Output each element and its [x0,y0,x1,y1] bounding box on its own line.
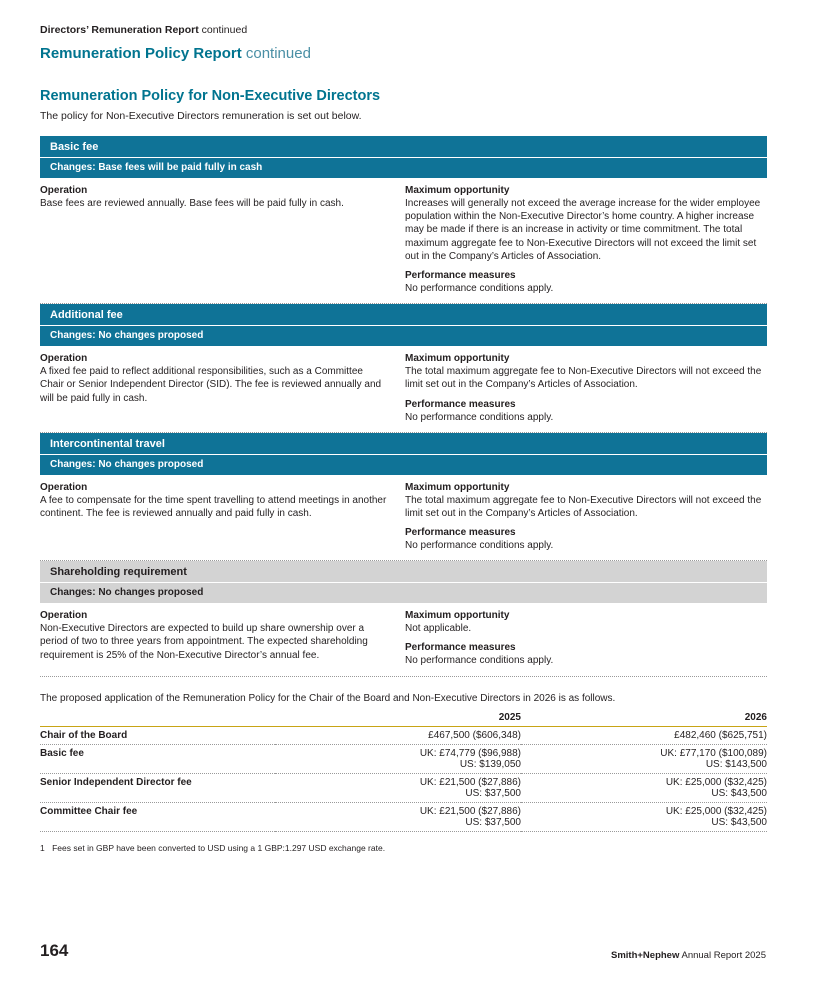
footnote-number: 1 [40,842,45,853]
fees-table [40,712,767,832]
policy-row-maximum [405,353,767,424]
header-line-2 [40,45,766,62]
fees-row-2025-main: UK: £21,500 ($27,886) [419,805,521,817]
policy-row-changes: Changes: No changes proposed [40,582,767,603]
table-row [40,773,767,802]
policy-row-changes: Changes: No changes proposed [40,325,767,346]
fees-header-blank [40,712,275,727]
policy-row-maximum [405,185,767,295]
policy-row-intercontinental-travel [40,433,767,562]
maximum-text: Not applicable. [405,623,472,635]
fees-row-2026 [521,773,767,802]
performance-text: No performance conditions apply. [405,282,554,294]
policy-row-title: Basic fee [40,136,767,157]
fees-row-2026 [521,726,767,744]
fees-row-2025-sub: US: $37,500 [465,816,521,828]
fees-row-2025 [275,744,521,773]
policy-row-operation [40,610,405,667]
section-title: Remuneration Policy for Non-Executive Directors [40,88,381,104]
fees-row-2026-sub: US: $143,500 [705,758,767,770]
table-row [40,726,767,744]
policy-row-operation [40,185,405,295]
operation-label: Operation [40,185,88,196]
header-line-2-title: Remuneration Policy Report [40,45,242,62]
operation-text: A fixed fee paid to reflect additional responsibilities, such as a Committee Chair or Senior Independent Director (SID). The fee is reviewed annually and will be paid fully in cash. [40,366,382,404]
header-line-1 [40,24,766,36]
section-intro: The policy for Non-Executive Directors remuneration is set out below. [40,110,362,122]
policy-row-changes: Changes: No changes proposed [40,454,767,475]
fees-header-2026: 2026 [521,712,767,727]
fees-row-label: Senior Independent Director fee [40,773,275,802]
fees-row-label: Chair of the Board [40,726,275,744]
table-row [40,802,767,831]
operation-text: Non-Executive Directors are expected to build up share ownership over a period of two to three years from appointment. The expected shareholding requirement is 25% of the Non-Executive Director’s annual fee. [40,623,368,661]
fees-row-2026-main: £482,460 ($625,751) [674,729,767,741]
policy-row-body [40,603,767,676]
policy-row-body [40,346,767,433]
policy-row-basic-fee [40,136,767,304]
policy-row-title: Shareholding requirement [40,561,767,582]
policy-row-shareholding-requirement [40,561,767,676]
maximum-label: Maximum opportunity [405,185,510,196]
fees-row-2026-main: UK: £77,170 ($100,089) [660,747,767,759]
fees-row-2025-main: £467,500 ($606,348) [428,729,521,741]
fees-row-2026-main: UK: £25,000 ($32,425) [665,776,767,788]
maximum-label: Maximum opportunity [405,353,510,365]
policy-row-changes: Changes: Base fees will be paid fully in cash [40,157,767,178]
table-row [40,744,767,773]
header-line-1-title: Directors’ Remuneration Report [40,24,199,36]
page-footer [40,941,766,961]
policy-row-additional-fee [40,304,767,433]
fees-row-2025-sub: US: $139,050 [459,758,521,770]
footnote [40,843,767,853]
policy-row-title: Additional fee [40,304,767,325]
fees-row-2025 [275,802,521,831]
fees-row-2025 [275,726,521,744]
maximum-label: Maximum opportunity [405,481,510,493]
fees-row-label: Committee Chair fee [40,802,275,831]
fees-row-label: Basic fee [40,744,275,773]
footer-brand: Smith+Nephew [610,950,680,961]
fees-row-2025-sub: US: $37,500 [465,787,521,799]
proposal-note: The proposed application of the Remuneration Policy for the Chair of the Board and Non-Executive Directors in 2026 is as follows. [40,692,616,704]
fees-table-header-row [40,712,767,727]
operation-label: Operation [40,610,88,622]
operation-label: Operation [40,353,88,365]
header-line-2-continued: continued [245,45,311,62]
policy-row-operation [40,353,405,424]
maximum-text: The total maximum aggregate fee to Non-Executive Directors will not exceed the limit set out in the Company’s Articles of Association. [405,494,762,519]
fees-header-2025: 2025 [275,712,521,727]
fees-row-2025 [275,773,521,802]
policy-row-maximum [405,482,767,553]
policy-row-title: Intercontinental travel [40,433,767,454]
policy-row-operation [40,482,405,553]
fees-row-2026 [521,802,767,831]
maximum-text: The total maximum aggregate fee to Non-Executive Directors will not exceed the limit set out in the Company’s Articles of Association. [405,366,762,391]
fees-row-2026-sub: US: $43,500 [711,787,767,799]
fees-row-2025-main: UK: £74,779 ($96,988) [419,747,521,759]
page-number: 164 [40,941,69,960]
footer-report: Annual Report 2025 [681,950,766,961]
fees-row-2026-sub: US: $43,500 [711,816,767,828]
performance-text: No performance conditions apply. [405,540,554,552]
footer-report-label [611,950,766,961]
policy-row-body [40,178,767,304]
maximum-text: Increases will generally not exceed the average increase for the wider employee population within the Non-Executive Director’s home country. A higher increase may be made if there is an increase in activity or time commitment. The total maximum aggregate fee to Non-Executive Directors will not exceed the limit set out in the Company’s Articles of Association. [405,198,761,262]
performance-label: Performance measures [405,642,516,654]
header-line-1-continued: continued [201,24,248,36]
maximum-label: Maximum opportunity [405,610,510,622]
fees-row-2025-main: UK: £21,500 ($27,886) [419,776,521,788]
fees-row-2026-main: UK: £25,000 ($32,425) [665,805,767,817]
performance-label: Performance measures [405,527,516,539]
performance-label: Performance measures [405,269,516,281]
operation-text: Base fees are reviewed annually. Base fees will be paid fully in cash. [40,198,344,209]
policy-row-body [40,475,767,562]
operation-text: A fee to compensate for the time spent travelling to attend meetings in another continent. The fee is reviewed annually and paid fully in cash. [40,494,387,519]
policy-row-maximum [405,610,767,667]
fees-row-2026 [521,744,767,773]
operation-label: Operation [40,481,88,493]
performance-text: No performance conditions apply. [405,411,554,423]
performance-label: Performance measures [405,398,516,410]
footnote-text: Fees set in GBP have been converted to USD using a 1 GBP:1.297 USD exchange rate. [52,842,386,853]
performance-text: No performance conditions apply. [405,655,554,667]
